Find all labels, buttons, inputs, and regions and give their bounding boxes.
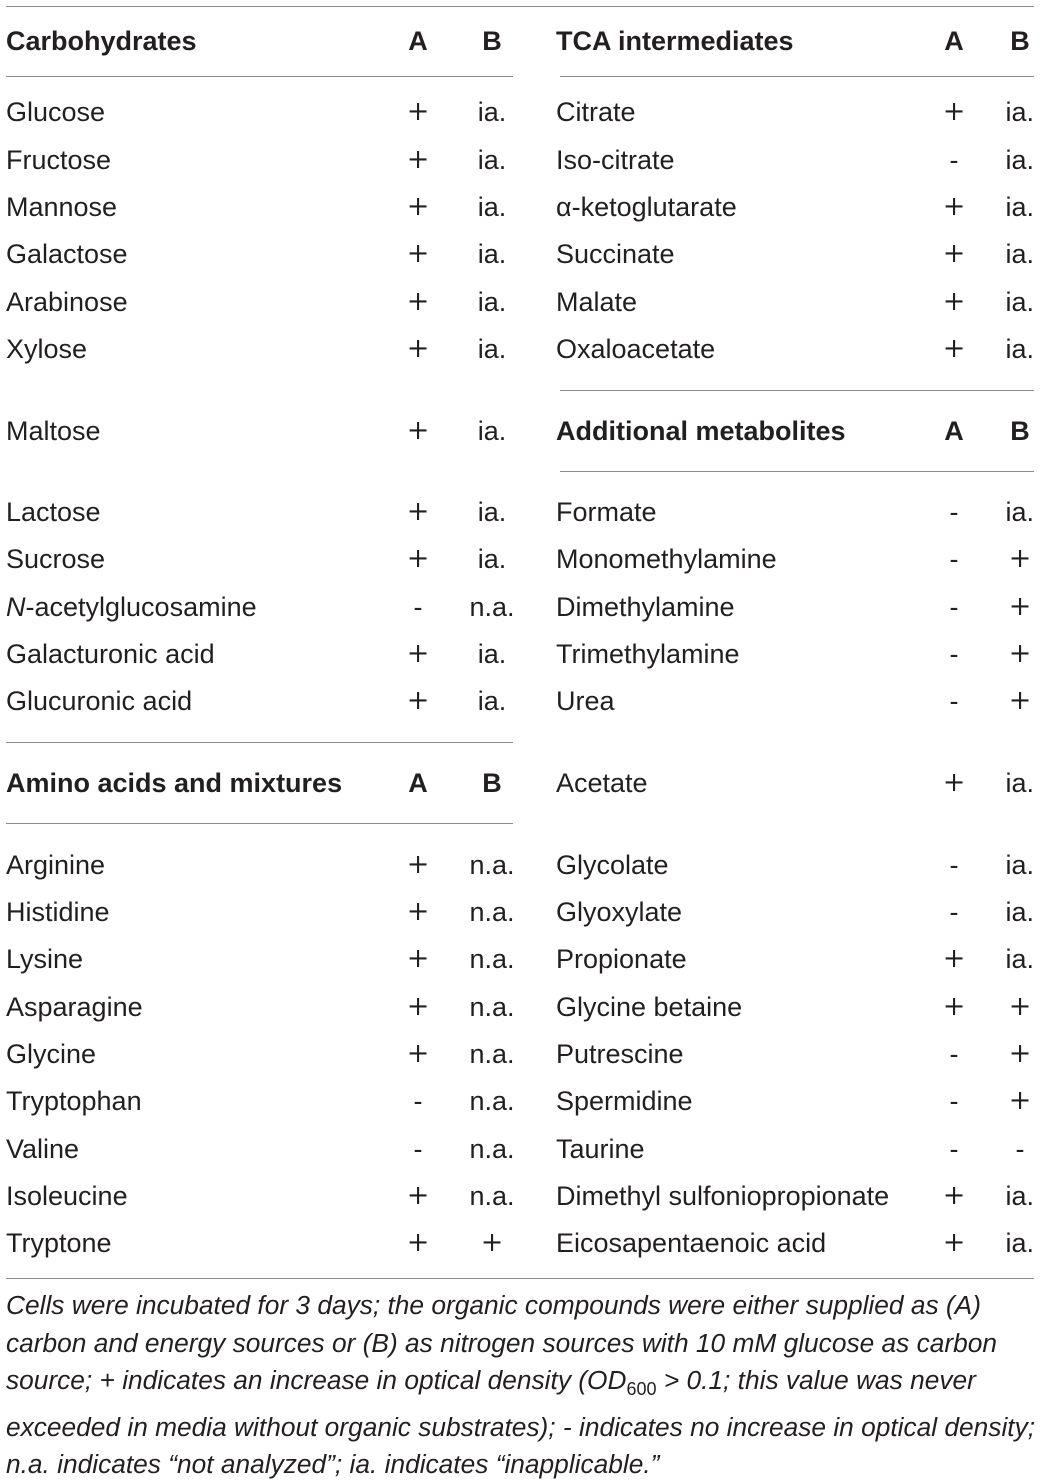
compound-name-rest: -acetylglucosamine	[25, 592, 257, 622]
compound-name: Galacturonic acid	[6, 639, 215, 669]
result-b: ia.	[477, 97, 507, 127]
result-b: n.a.	[469, 1181, 515, 1211]
compound-name: Urea	[556, 686, 615, 716]
compound-name: Glycine	[6, 1039, 97, 1069]
result-a: +	[406, 144, 430, 175]
compound-name: Lactose	[6, 497, 101, 527]
result-a: +	[406, 638, 430, 669]
amino-acids-col-a: A	[408, 768, 428, 798]
result-b: ia.	[477, 145, 507, 175]
compound-name: Eicosapentaenoic acid	[556, 1228, 827, 1258]
result-b: +	[480, 1227, 504, 1258]
result-b: ia.	[1005, 768, 1034, 798]
compound-name: Dimethylamine	[556, 592, 735, 622]
compound-name: Tryptone	[6, 1228, 112, 1258]
result-b: ia.	[1005, 1181, 1034, 1211]
carbohydrates-header: Carbohydrates	[6, 26, 197, 56]
tca-col-b: B	[1010, 26, 1030, 56]
result-a: -	[949, 686, 959, 716]
additional-metabolites-col-a: A	[944, 416, 964, 446]
result-a: +	[406, 991, 430, 1022]
additional-metabolites-header-rule	[560, 471, 1034, 472]
compound-name: Oxaloacetate	[556, 334, 716, 364]
compound-name: Mannose	[6, 192, 118, 222]
result-b: ia.	[1005, 1228, 1034, 1258]
result-a: +	[942, 333, 966, 364]
result-a: +	[406, 238, 430, 269]
result-b: n.a.	[469, 1086, 515, 1116]
tca-header: TCA intermediates	[556, 26, 794, 56]
carbohydrates-header-rule	[6, 76, 513, 77]
table-footnote	[6, 1287, 1036, 1484]
amino-acids-header: Amino acids and mixtures	[6, 768, 343, 798]
result-a: +	[406, 333, 430, 364]
result-b: ia.	[477, 334, 507, 364]
compound-name: Glycolate	[556, 850, 669, 880]
result-b: ia.	[1005, 850, 1034, 880]
compound-name: Succinate	[556, 239, 675, 269]
compound-name: Isoleucine	[6, 1181, 128, 1211]
amino-acids-top-rule	[6, 742, 513, 743]
result-b: ia.	[477, 416, 507, 446]
compound-name: Xylose	[6, 334, 88, 364]
result-a: +	[942, 991, 966, 1022]
result-b: n.a.	[469, 897, 515, 927]
additional-metabolites-top-rule	[560, 390, 1034, 391]
compound-name: Monomethylamine	[556, 544, 777, 574]
result-a: -	[949, 544, 959, 574]
result-a: +	[406, 1180, 430, 1211]
result-a: +	[406, 496, 430, 527]
result-b: ia.	[1005, 897, 1034, 927]
result-b: ia.	[1005, 944, 1034, 974]
result-a: +	[406, 1038, 430, 1069]
compound-name: Lysine	[6, 944, 84, 974]
result-a: +	[406, 896, 430, 927]
result-a: +	[942, 767, 966, 798]
result-a: +	[942, 238, 966, 269]
compound-name: Dimethyl sulfoniopropionate	[556, 1181, 890, 1211]
compound-name: Tryptophan	[6, 1086, 142, 1116]
additional-metabolites-col-b: B	[1010, 416, 1030, 446]
result-a: +	[942, 96, 966, 127]
compound-name: Galactose	[6, 239, 128, 269]
footnote-text-2: > 0.1; this value was never exceeded in media without organic substrates); - indicates no increase in optical density; n.a. indicates “not analyzed”; ia. indicates “inapplicable.”	[6, 1365, 1036, 1479]
result-a: +	[406, 96, 430, 127]
result-a: -	[413, 1134, 423, 1164]
result-b: n.a.	[469, 992, 515, 1022]
compound-name: Sucrose	[6, 544, 106, 574]
result-a: -	[413, 592, 423, 622]
result-b: ia.	[1005, 334, 1034, 364]
carbohydrates-col-a: A	[408, 26, 428, 56]
result-b: ia.	[1005, 97, 1034, 127]
compound-name: Malate	[556, 287, 638, 317]
tca-header-rule	[560, 76, 1034, 77]
result-a: -	[949, 1086, 959, 1116]
compound-name: Fructose	[6, 145, 112, 175]
amino-acids-header-rule	[6, 823, 513, 824]
result-b: +	[1008, 1038, 1032, 1069]
compound-name: Glycine betaine	[556, 992, 743, 1022]
result-a: -	[949, 145, 959, 175]
result-a: +	[406, 685, 430, 716]
compound-name: Glyoxylate	[556, 897, 683, 927]
result-b: ia.	[477, 544, 507, 574]
result-b: ia.	[477, 287, 507, 317]
compound-name: Iso-citrate	[556, 145, 675, 175]
result-b: n.a.	[469, 944, 515, 974]
compound-name: α-ketoglutarate	[556, 192, 737, 222]
compound-name: Glucuronic acid	[6, 686, 193, 716]
result-b: n.a.	[469, 1134, 515, 1164]
result-b: ia.	[477, 239, 507, 269]
compound-name: Formate	[556, 497, 657, 527]
compound-name: Trimethylamine	[556, 639, 740, 669]
amino-acids-col-b: B	[482, 768, 502, 798]
result-b: ia.	[477, 686, 507, 716]
compound-name: Spermidine	[556, 1086, 693, 1116]
compound-name: Maltose	[6, 416, 101, 446]
result-a: -	[949, 639, 959, 669]
result-b: +	[1008, 685, 1032, 716]
result-a: -	[949, 592, 959, 622]
result-b: ia.	[1005, 145, 1034, 175]
result-a: -	[949, 850, 959, 880]
footnote-text-1: Cells were incubated for 3 days; the organic compounds were either supplied as (A) carbon and energy sources or (B) as nitrogen sources with 10 mM glucose as carbon source; + indicates an increase in optical density (OD	[6, 1290, 998, 1395]
compound-name: Acetate	[556, 768, 648, 798]
compound-name: Asparagine	[6, 992, 143, 1022]
result-b: ia.	[477, 639, 507, 669]
table-top-rule	[6, 6, 1034, 7]
result-a: -	[949, 497, 959, 527]
result-b: -	[1015, 1134, 1025, 1164]
result-a: +	[942, 943, 966, 974]
compound-name	[6, 591, 257, 623]
footnote-subscript: 600	[626, 1379, 657, 1399]
result-a: +	[942, 286, 966, 317]
result-b: n.a.	[469, 850, 515, 880]
compound-name: Putrescine	[556, 1039, 684, 1069]
result-b: +	[1008, 543, 1032, 574]
compound-name: Propionate	[556, 944, 687, 974]
result-b: +	[1008, 991, 1032, 1022]
compound-name: Taurine	[556, 1134, 645, 1164]
compound-name-italic-prefix: N	[6, 592, 26, 622]
result-b: ia.	[477, 497, 507, 527]
result-b: n.a.	[469, 1039, 515, 1069]
tca-col-a: A	[944, 26, 964, 56]
compound-name: Arabinose	[6, 287, 128, 317]
result-a: +	[406, 543, 430, 574]
result-a: -	[949, 1134, 959, 1164]
result-b: ia.	[1005, 192, 1034, 222]
result-a: +	[406, 191, 430, 222]
result-a: +	[406, 849, 430, 880]
result-b: ia.	[1005, 497, 1034, 527]
result-a: +	[406, 943, 430, 974]
result-a: +	[942, 1180, 966, 1211]
result-b: ia.	[1005, 239, 1034, 269]
result-a: +	[942, 1227, 966, 1258]
compound-name: Arginine	[6, 850, 106, 880]
compound-name: Histidine	[6, 897, 110, 927]
carbohydrates-col-b: B	[482, 26, 502, 56]
result-b: +	[1008, 1085, 1032, 1116]
result-b: +	[1008, 591, 1032, 622]
result-a: +	[406, 286, 430, 317]
result-a: -	[949, 897, 959, 927]
table-bottom-rule	[6, 1278, 1034, 1279]
result-a: +	[406, 1227, 430, 1258]
result-b: n.a.	[469, 592, 515, 622]
result-a: +	[406, 415, 430, 446]
compound-name: Glucose	[6, 97, 106, 127]
additional-metabolites-header: Additional metabolites	[556, 416, 846, 446]
result-b: ia.	[1005, 287, 1034, 317]
result-b: +	[1008, 638, 1032, 669]
compound-name: Citrate	[556, 97, 636, 127]
result-b: ia.	[477, 192, 507, 222]
result-a: -	[413, 1086, 423, 1116]
result-a: +	[942, 191, 966, 222]
compound-name: Valine	[6, 1134, 80, 1164]
result-a: -	[949, 1039, 959, 1069]
